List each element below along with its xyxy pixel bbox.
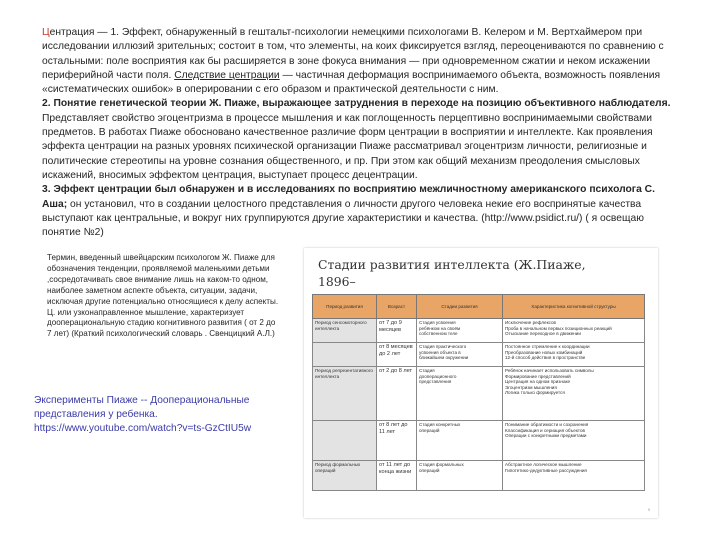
period-cell: Период репрезентативного интеллекта [313,367,377,421]
consequence-link[interactable]: Следствие центрации [174,69,280,81]
paragraph-3-lead: 3. Эффект центрации был обнаружен и в исследованиях по восприятию межличностному американского психолога С. Аша; [42,184,655,210]
stage-cell [417,343,503,367]
trait-line: Понимание обратимости и сохранения [505,422,589,427]
stages-slide [304,248,658,518]
stage-line: представления [419,379,452,385]
video-link-line2[interactable]: представления у ребенка. [34,409,158,421]
traits-cell [503,461,645,491]
header-period: Период развития [313,295,377,319]
paragraph-2 [42,97,682,183]
trait-line: Преобразование новых комбинаций [505,349,583,355]
paragraph-3-text: он установил, что в создании целостного представления о личности другого человека некие его воспринятые качества выступают как центральные, и вокруг них группируются другие характеристики и качества. (http://www.psidict.ru/) ( я освещаю понятие №2) [42,198,644,239]
period-cell: Период формальных операций [313,461,377,491]
slide-title-line1: Стадии развития интеллекта (Ж.Пиаже, 1896– [318,257,586,289]
table-header-row [313,295,645,319]
stage-line: операций [419,467,440,473]
trait-line: Отыскание переходное в движении [505,331,581,337]
table-row [313,421,645,461]
slide-page-number: 9 [647,507,650,512]
header-age: Возраст [377,295,417,319]
stage-line: дооперационного [419,373,457,379]
paragraph-1 [42,26,682,97]
stage-line: Стадия усвоения [419,320,456,325]
traits-cell [503,319,645,343]
definition-text: Термин, введенный швейцарским психологом Ж. Пиаже для обозначения тенденции, проявляемой маленькими детьми ,сосредотачивать свое внимание лишь на каком-то одном, наиболее заметном аспекте объекта, ситуации, задачи, исключая другие потенциально относящиеся к делу аспекты. Ц. или узконаправленное мышление, характеризует дооперациональную стадию когнитивного развития ( от 2 до 7 лет) (Краткий психологический словарь . Свенцицкий А.Л.) [47,253,279,339]
paragraph-1-text: ентрация — 1. Эффект, обнаруженный в гештальт-психологии немецкими психологами В. Келером и М. Вертхаймером при исследовании иллюзий зрительных; состоит в том, что элементы, на коих фиксируется взгляд, переоцениваются по сравнению с остальными: поле восприятия как бы расширяется в зоне фокуса внимания — при одновременном сжатии и неком искажении периферийной части поля. [42,27,664,81]
video-link-block[interactable] [34,394,306,437]
paragraph-3 [42,183,682,240]
table-row [313,461,645,491]
trait-line: Эгоцентризм мышления [505,384,557,390]
period-cell [313,343,377,367]
stage-line: операций [419,427,440,433]
age-cell: от 2 до 8 лет [377,367,417,421]
period-cell [313,421,377,461]
trait-line: Постоянное стремление к координации [505,344,590,349]
stage-line: Стадия конкретных [419,422,461,427]
trait-line: Исключение рефлексов [505,320,556,325]
trait-line: Классификация и сериация объектов [505,427,585,433]
paragraph-2-text: Представляет свойство эгоцентризма в процессе мышления и как поглощенность перцептивно воспринимаемыми свойствами предметов. В работах Пиаже обосновано качественное различие форм центрации в восприятии и интеллекте. Как проявления эффекта центрации на разных уровнях психической организации Пиаже рассматривал эгоцентризм личности, религиозные и политические стереотипы на уровне сознания общественного, и пр. При этом как общий механизм преодоления смысловых искажений, вносимых эффектом центрация, выступает процесс децентрации. [42,112,653,181]
video-link-url[interactable]: https://www.youtube.com/watch?v=ts-GzCtIU5w [34,423,252,435]
stage-cell [417,319,503,343]
table-row [313,367,645,421]
stages-table [312,294,645,491]
age-cell: от 11 лет до конца жизни [377,461,417,491]
initial-letter: Ц [42,27,50,38]
period-cell: Период сенсомоторного интеллекта [313,319,377,343]
main-text [42,26,682,240]
trait-line: Ребёнок начинает использовать символы [505,368,594,373]
traits-cell [503,421,645,461]
stage-line: Стадия [419,368,435,373]
table-row [313,343,645,367]
trait-line: Проба в начальном первых позиционных реакций [505,325,612,331]
stage-line: Стадия формальных [419,462,464,467]
age-cell: от 7 до 9 месяцев [377,319,417,343]
stage-cell [417,367,503,421]
traits-cell [503,367,645,421]
paragraph-2-lead: 2. Понятие генетической теории Ж. Пиаже, выражающее затруднения в переходе на позицию объективного наблюдателя. [42,98,671,110]
traits-cell [503,343,645,367]
stage-line: ребёнком на своём [419,325,461,331]
trait-line: 12-й способ действия в пространстве [505,355,586,361]
trait-line: Формирование представлений [505,373,571,379]
age-cell: от 8 месяцев до 2 лет [377,343,417,367]
trait-line: Абстрактное логическое мышление [505,462,582,467]
header-traits: Характеристика когнитивной структуры [503,295,645,319]
stage-line: Стадия практического [419,344,467,349]
trait-line: Логика только формируется [505,390,565,396]
stage-line: собственном теле [419,331,458,337]
header-stage: Стадии развития [417,295,503,319]
stage-line: ближайшем окружении [419,355,469,361]
trait-line: Центрация на одном признаке [505,379,571,385]
stage-cell [417,421,503,461]
stage-cell [417,461,503,491]
paragraph-1-tail: — частичная деформация воспринимаемого объекта, возможность появления «систематических ошибок» в оперировании с его образом и практической деятельности с ним. [42,69,661,96]
table-row [313,319,645,343]
video-link-line1[interactable]: Эксперименты Пиаже -- Дооперациональные [34,395,250,406]
trait-line: Гипотетико-дедуктивные рассуждения [505,467,587,473]
trait-line: Операции с конкретными предметами [505,433,587,439]
age-cell: от 8 лет до 11 лет [377,421,417,461]
stage-line: усвоения объекта в [419,349,461,355]
